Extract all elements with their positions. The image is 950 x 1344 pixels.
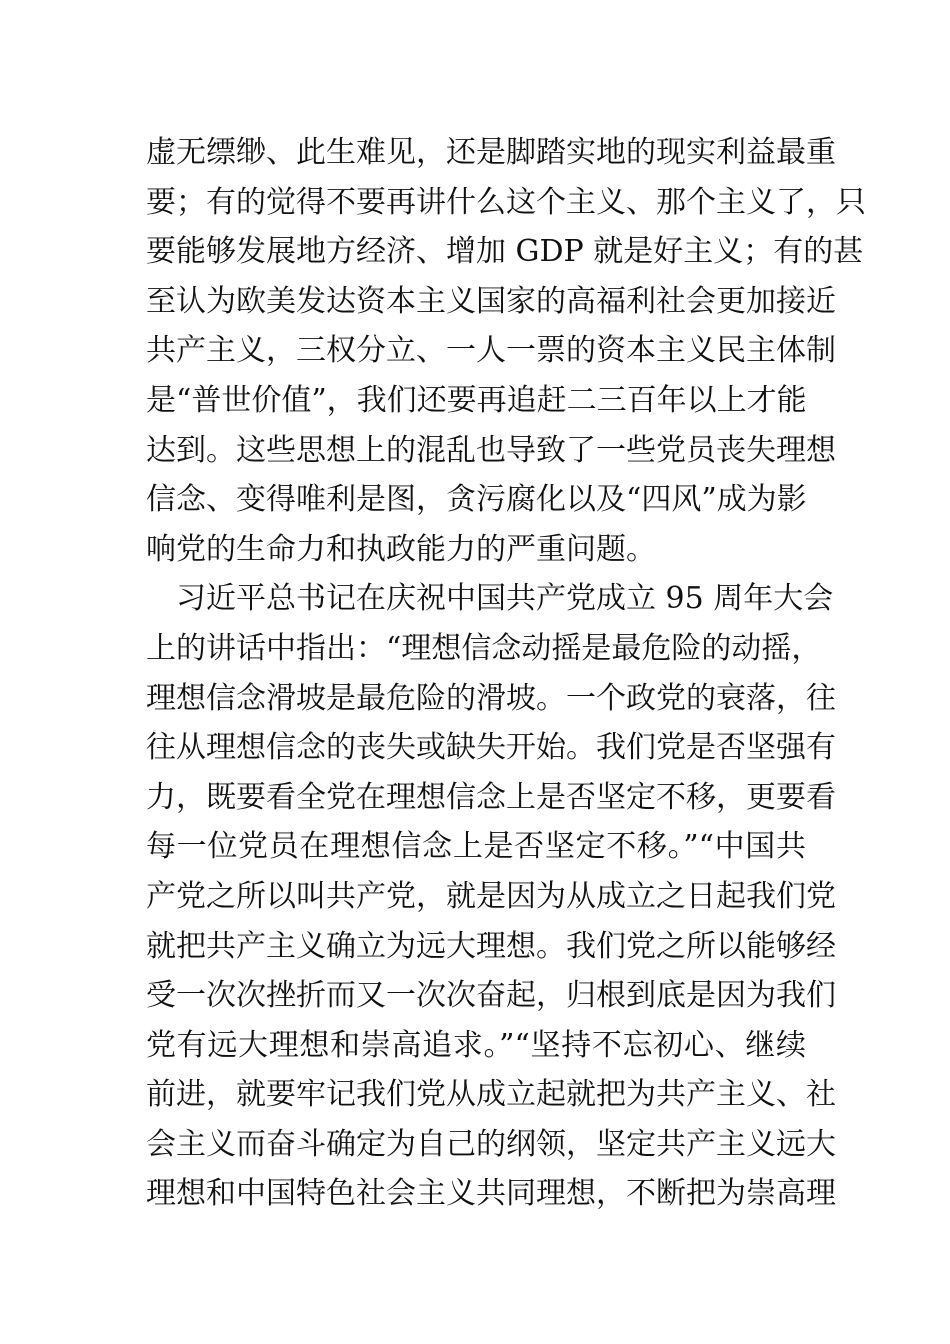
- text-line: 达到。这些思想上的混乱也导致了一些党员丧失理想: [146, 432, 836, 468]
- text-line: 上的讲话中指出：“理想信念动摇是最危险的动摇，: [146, 630, 822, 666]
- body-text: [146, 128, 866, 1219]
- text-line: 响党的生命力和执政能力的严重问题。: [146, 531, 656, 567]
- text-line: 虚无缥缈、此生难见，还是脚踏实地的现实利益最重: [146, 135, 836, 170]
- text-line: 是“普世价值”，我们还要再追赶二三百年以上才能: [146, 382, 807, 418]
- paragraph-1: [146, 128, 866, 574]
- text-line: 理想和中国特色社会主义共同理想，不断把为崇高理: [146, 1176, 836, 1212]
- text-line: 产党之所以叫共产党，就是因为从成立之日起我们党: [146, 878, 836, 914]
- text-line: 要；有的觉得不要再讲什么这个主义、那个主义了，只: [146, 184, 866, 220]
- text-line: 信念、变得唯利是图，贪污腐化以及“四风”成为影: [146, 482, 807, 518]
- text-line: 要能够发展地方经济、增加 GDP 就是好主义；有的甚: [146, 234, 864, 270]
- text-line: 往从理想信念的丧失或缺失开始。我们党是否坚强有: [146, 730, 836, 766]
- text-line: 每一位党员在理想信念上是否坚定不移。”“中国共: [146, 829, 806, 865]
- text-line: 理想信念滑坡是最危险的滑坡。一个政党的衰落，往: [146, 680, 836, 716]
- text-line: 受一次次挫折而又一次次奋起，归根到底是因为我们: [146, 978, 836, 1014]
- text-line: 共产主义，三权分立、一人一票的资本主义民主体制: [146, 333, 836, 369]
- text-line: 会主义而奋斗确定为自己的纲领，坚定共产主义远大: [146, 1126, 836, 1162]
- text-line: 力，既要看全党在理想信念上是否坚定不移，更要看: [146, 779, 836, 815]
- text-line: 党有远大理想和崇高追求。”“坚持不忘初心、继续: [146, 1027, 806, 1063]
- text-line: 前进，就要牢记我们党从成立起就把为共产主义、社: [146, 1077, 836, 1113]
- text-line: 至认为欧美发达资本主义国家的高福利社会更加接近: [146, 283, 836, 319]
- text-line: 就把共产主义确立为远大理想。我们党之所以能够经: [146, 928, 836, 964]
- paragraph-2: [146, 574, 836, 1219]
- text-line: 习近平总书记在庆祝中国共产党成立 95 周年大会: [146, 581, 834, 617]
